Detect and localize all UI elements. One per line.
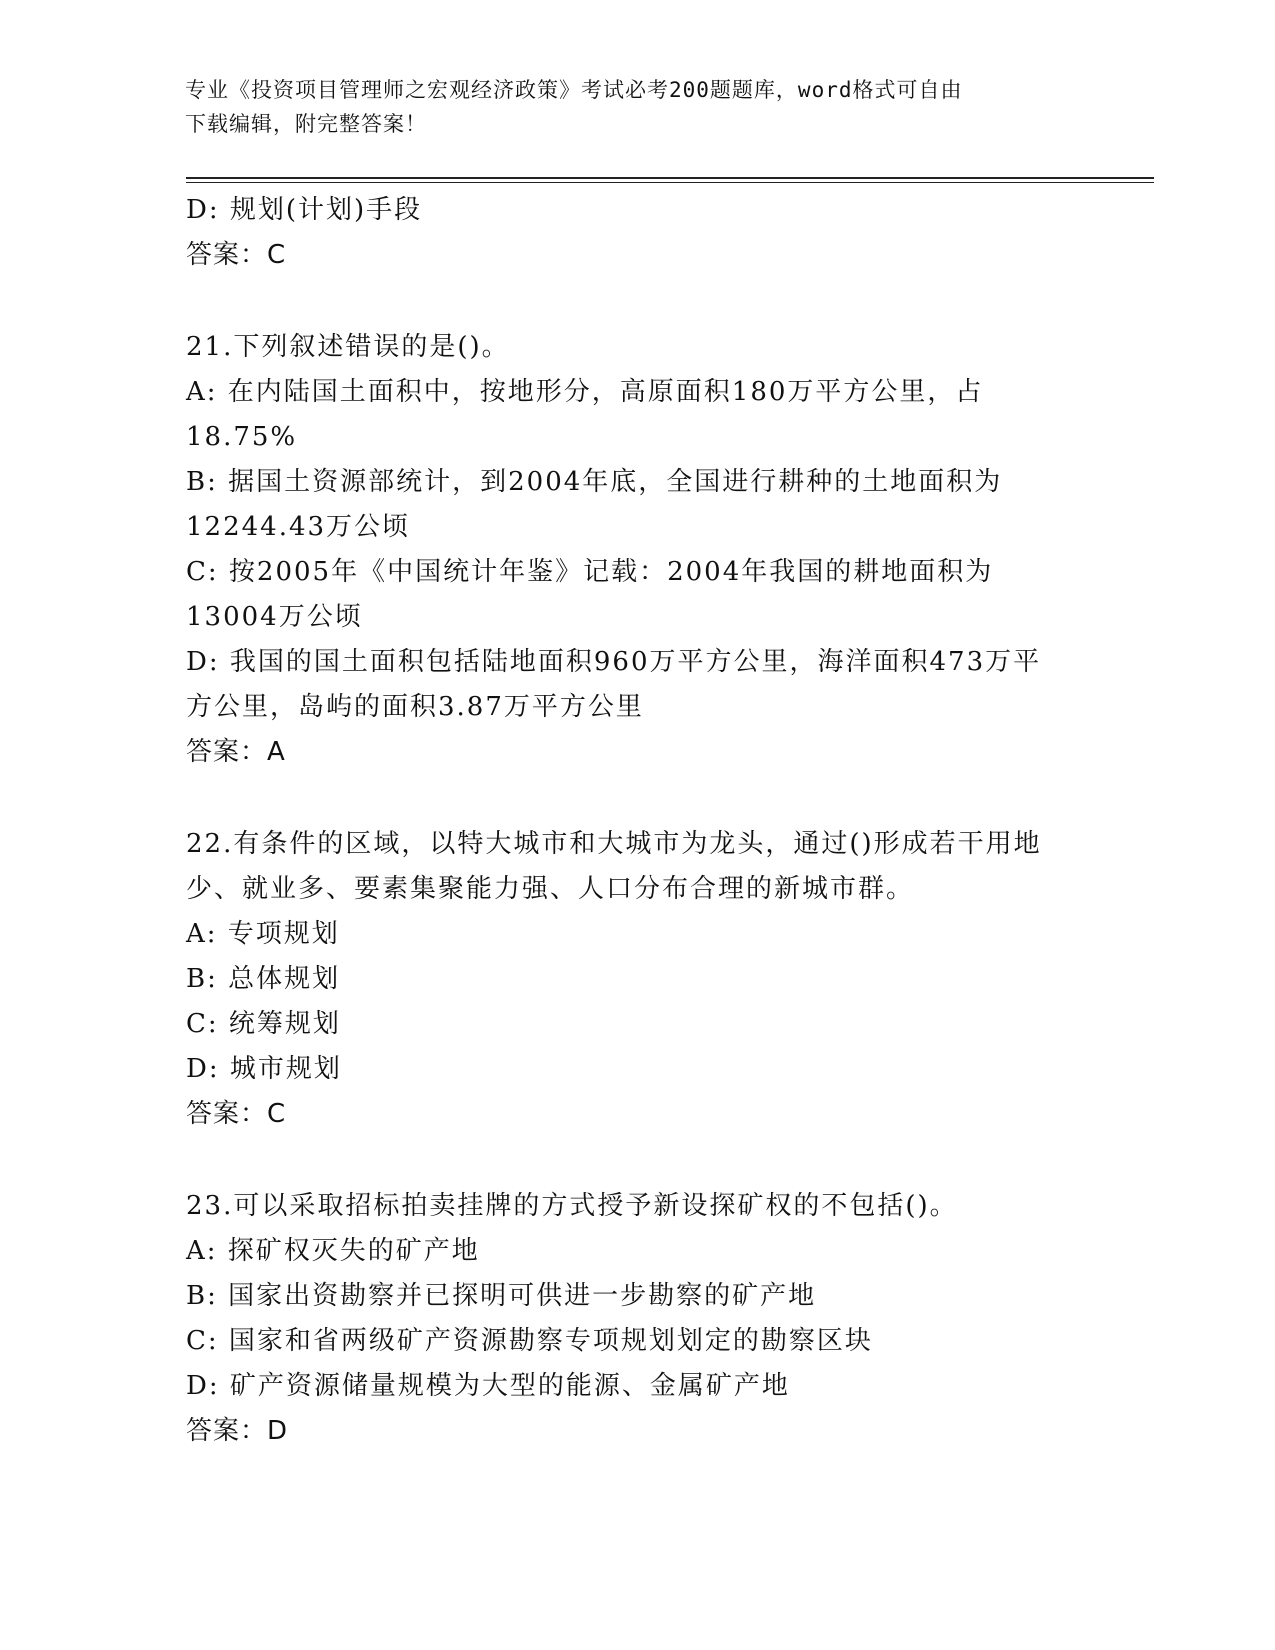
spacer (186, 1137, 1086, 1184)
option-b: B: 据国土资源部统计，到2004年底，全国进行耕种的土地面积为 (186, 467, 1003, 497)
question-22 (186, 822, 1086, 1137)
option-d: D: 矿产资源储量规模为大型的能源、金属矿产地 (186, 1371, 790, 1401)
option-a-continued: 18.75% (186, 422, 298, 452)
option-c: C: 国家和省两级矿产资源勘察专项规划划定的勘察区块 (186, 1326, 873, 1356)
option-a: A: 探矿权灭失的矿产地 (186, 1236, 480, 1266)
header-divider-thick (186, 177, 1154, 179)
option-d: D: 规划(计划)手段 (186, 195, 423, 225)
answer-line: 答案：D (186, 1416, 289, 1446)
option-b-continued: 12244.43万公顷 (186, 512, 411, 542)
spacer (186, 278, 1086, 325)
document-header (185, 73, 1065, 141)
question-stem-continued: 少、就业多、要素集聚能力强、人口分布合理的新城市群。 (186, 874, 915, 904)
option-c-continued: 13004万公顷 (186, 602, 363, 632)
option-d: D: 城市规划 (186, 1054, 342, 1084)
answer-line: 答案：C (186, 1099, 287, 1129)
option-d: D: 我国的国土面积包括陆地面积960万平方公里，海洋面积473万平 (186, 647, 1042, 677)
answer-line: 答案：A (186, 737, 286, 767)
spacer (186, 775, 1086, 822)
header-line-1: 专业《投资项目管理师之宏观经济政策》考试必考200题题库，word格式可自由 (185, 78, 963, 102)
option-b: B: 国家出资勘察并已探明可供进一步勘察的矿产地 (186, 1281, 817, 1311)
question-21 (186, 325, 1086, 775)
question-stem: 21.下列叙述错误的是()。 (186, 332, 510, 362)
question-stem: 22.有条件的区域，以特大城市和大城市为龙头，通过()形成若干用地 (186, 829, 1042, 859)
option-d-continued: 方公里，岛屿的面积3.87万平方公里 (186, 692, 644, 722)
option-a: A: 在内陆国土面积中，按地形分，高原面积180万平方公里，占 (186, 377, 984, 407)
option-c: C: 按2005年《中国统计年鉴》记载：2004年我国的耕地面积为 (186, 557, 994, 587)
option-c: C: 统筹规划 (186, 1009, 341, 1039)
option-a: A: 专项规划 (186, 919, 340, 949)
header-divider-thin (186, 182, 1154, 183)
previous-question-tail (186, 188, 1086, 278)
header-line-2: 下载编辑，附完整答案！ (185, 112, 427, 136)
question-list (186, 188, 1086, 1454)
option-b: B: 总体规划 (186, 964, 341, 994)
answer-line: 答案：C (186, 240, 287, 270)
question-23 (186, 1184, 1086, 1454)
question-stem: 23.可以采取招标拍卖挂牌的方式授予新设探矿权的不包括()。 (186, 1191, 958, 1221)
